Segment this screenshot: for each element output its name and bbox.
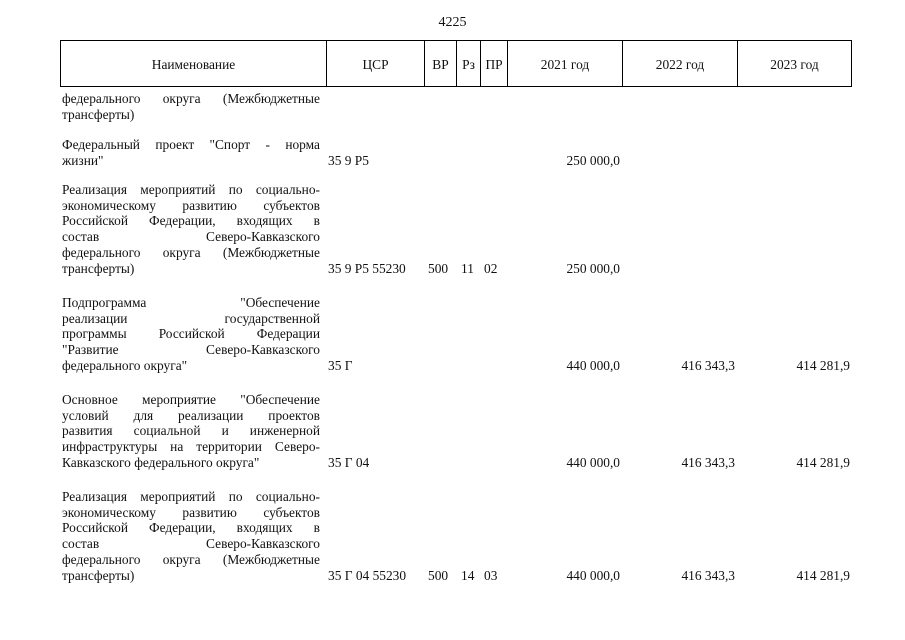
row-2023: 414 281,9 (796, 454, 850, 470)
row-2021: 250 000,0 (566, 260, 620, 276)
table-header (60, 40, 852, 87)
row-name-line: федерального округа" (62, 357, 188, 373)
row-name-line: экономическому развитию субъектов (62, 504, 320, 520)
header-name: Наименование (151, 57, 236, 72)
row-name-line: "Развитие Северо-Кавказского (62, 342, 320, 358)
row-vr: 500 (428, 260, 449, 276)
row-2021: 250 000,0 (566, 152, 620, 168)
row-csr: 35 9 P5 (328, 152, 369, 168)
row-name-line: федерального округа (Межбюджетные (62, 244, 320, 260)
row-name-line: реализации государственной (62, 310, 320, 326)
row-rz: 14 (461, 567, 475, 583)
header-rz: Рз (456, 41, 480, 86)
row-name-line: Реализация мероприятий по социально- (62, 182, 320, 197)
row-name-line: Основное мероприятие "Обеспечение (62, 392, 320, 407)
row-name-line: условий для реализации проектов (62, 407, 320, 423)
row-2023: 414 281,9 (796, 357, 850, 373)
row-2021: 440 000,0 (566, 357, 620, 373)
row-name (62, 489, 320, 583)
row-name (62, 392, 320, 471)
row-pr: 03 (484, 567, 498, 583)
row-name-line: трансферты) (62, 567, 135, 583)
row-name-line: состав Северо-Кавказского (62, 536, 320, 552)
row-name-line: состав Северо-Кавказского (62, 229, 320, 245)
row-name (62, 91, 320, 122)
row-2022: 416 343,3 (681, 454, 735, 470)
row-2022: 416 343,3 (681, 357, 735, 373)
row-name-line: инфраструктуры на территории Северо- (62, 439, 320, 455)
row-csr: 35 9 P5 55230 (328, 260, 406, 276)
row-name-line: программы Российской Федерации (62, 326, 320, 342)
row-name-line: экономическому развитию субъектов (62, 197, 320, 213)
row-name-line: трансферты) (62, 106, 135, 122)
row-2021: 440 000,0 (566, 454, 620, 470)
row-vr: 500 (428, 567, 449, 583)
row-name-line: Реализация мероприятий по социально- (62, 489, 320, 504)
row-csr: 35 Г 04 55230 (328, 567, 407, 583)
row-name-line: Федеральный проект "Спорт - норма (62, 137, 320, 152)
page-number: 4225 (438, 15, 467, 30)
row-pr: 02 (484, 260, 498, 276)
row-name-line: Российской Федерации, входящих в (62, 520, 320, 536)
row-name-line: Российской Федерации, входящих в (62, 213, 320, 229)
header-2022: 2022 год (622, 41, 737, 86)
header-csr: ЦСР (326, 41, 424, 86)
row-name-line: Подпрограмма "Обеспечение (62, 295, 320, 310)
header-2023: 2023 год (737, 41, 851, 86)
row-name-line: трансферты) (62, 260, 135, 276)
row-2021: 440 000,0 (566, 567, 620, 583)
row-rz: 11 (461, 260, 474, 276)
row-name-line: жизни" (62, 152, 104, 168)
row-name-line: развития социальной и инженерной (62, 423, 320, 439)
row-name (62, 137, 320, 168)
row-name-line: федерального округа (Межбюджетные (62, 91, 320, 106)
row-name-line: Кавказского федерального округа" (62, 454, 260, 470)
row-2023: 414 281,9 (796, 567, 850, 583)
row-csr: 35 Г 04 (328, 454, 370, 470)
header-2021: 2021 год (507, 41, 622, 86)
header-vr: ВР (424, 41, 456, 86)
row-name-line: федерального округа (Межбюджетные (62, 551, 320, 567)
row-csr: 35 Г (328, 357, 353, 373)
row-2022: 416 343,3 (681, 567, 735, 583)
row-name (62, 295, 320, 374)
row-name (62, 182, 320, 276)
header-pr: ПР (480, 41, 507, 86)
